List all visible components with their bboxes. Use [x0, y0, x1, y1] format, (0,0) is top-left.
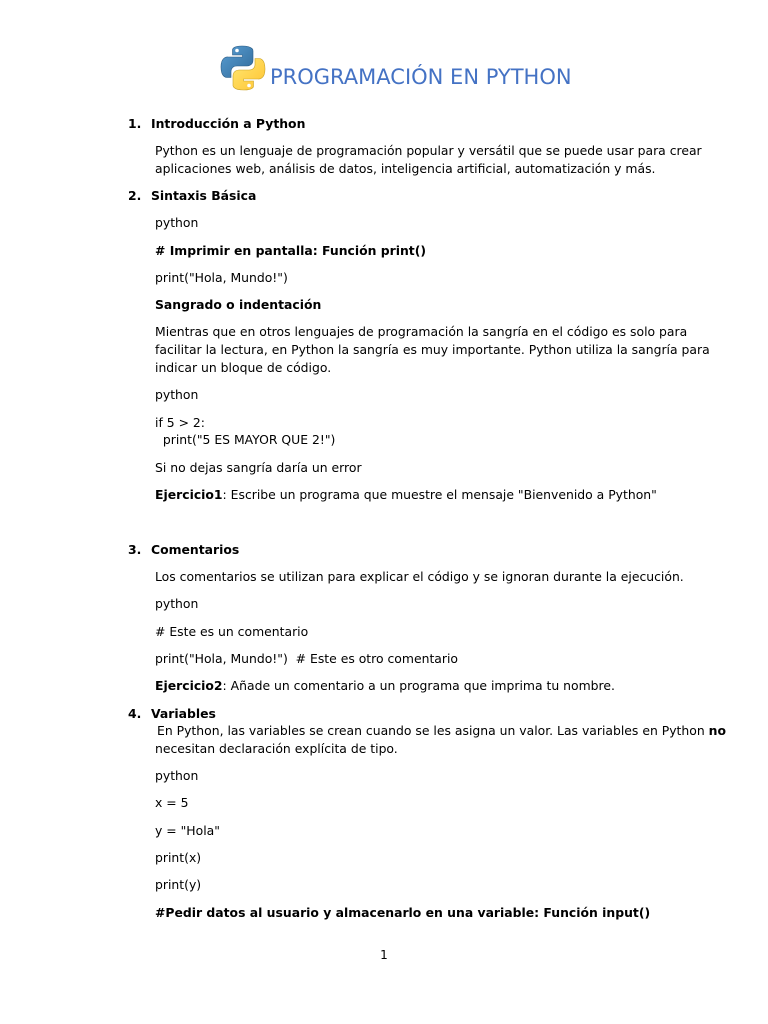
code-line: y = "Hola" [155, 823, 220, 838]
section-heading: Comentarios [151, 542, 240, 557]
subheading: #Pedir datos al usuario y almacenarlo en una variable: Función input() [155, 905, 651, 920]
exercise-line [155, 486, 657, 504]
code-language-label: python [155, 215, 199, 230]
paragraph-line [157, 722, 726, 740]
code-line: print("Hola, Mundo!") [155, 270, 288, 285]
exercise-label: Ejercicio2 [155, 678, 223, 693]
code-language-label: python [155, 768, 199, 783]
exercise-text: : Escribe un programa que muestre el mensaje "Bienvenido a Python" [222, 487, 657, 502]
code-line: print("Hola, Mundo!") # Este es otro comentario [155, 651, 459, 666]
paragraph-line: Mientras que en otros lenguajes de programación la sangría en el código es solo para [155, 324, 688, 339]
section-number: 4. [128, 706, 142, 721]
subheading: Sangrado o indentación [155, 297, 322, 312]
paragraph-line: aplicaciones web, análisis de datos, inteligencia artificial, automatización y más. [155, 161, 656, 176]
paragraph-line: necesitan declaración explícita de tipo. [155, 741, 398, 756]
code-line: print(x) [155, 850, 202, 865]
code-language-label: python [155, 387, 199, 402]
paragraph-line: indicar un bloque de código. [155, 360, 332, 375]
exercise-line [155, 677, 615, 695]
code-line: print(y) [155, 877, 202, 892]
emphasis-text: no [708, 723, 726, 738]
exercise-text: : Añade un comentario a un programa que imprima tu nombre. [222, 678, 615, 693]
section-heading: Introducción a Python [151, 116, 306, 131]
note-text: Si no dejas sangría daría un error [155, 460, 362, 475]
section-heading: Variables [151, 706, 216, 721]
paragraph-line: facilitar la lectura, en Python la sangría es muy importante. Python utiliza la sangría para [155, 342, 710, 357]
section-number: 1. [128, 116, 142, 131]
section-number: 2. [128, 188, 142, 203]
exercise-label: Ejercicio1 [155, 487, 223, 502]
document-title: PROGRAMACIÓN EN PYTHON [270, 65, 572, 89]
code-line: x = 5 [155, 795, 189, 810]
section-number: 3. [128, 542, 142, 557]
section-heading: Sintaxis Básica [151, 188, 257, 203]
page-number: 1 [380, 948, 388, 962]
subheading: # Imprimir en pantalla: Función print() [155, 243, 427, 258]
paragraph-text: En Python, las variables se crean cuando se les asigna un valor. Las variables en Python [157, 723, 709, 738]
paragraph-line: Python es un lenguaje de programación popular y versátil que se puede usar para crear [155, 143, 702, 158]
paragraph-line: Los comentarios se utilizan para explicar el código y se ignoran durante la ejecución. [155, 569, 684, 584]
code-line: if 5 > 2: [155, 415, 205, 430]
code-line: print("5 ES MAYOR QUE 2!") [155, 432, 336, 447]
python-logo-icon [218, 43, 268, 93]
code-language-label: python [155, 596, 199, 611]
document-header [218, 42, 572, 98]
code-line: # Este es un comentario [155, 624, 309, 639]
